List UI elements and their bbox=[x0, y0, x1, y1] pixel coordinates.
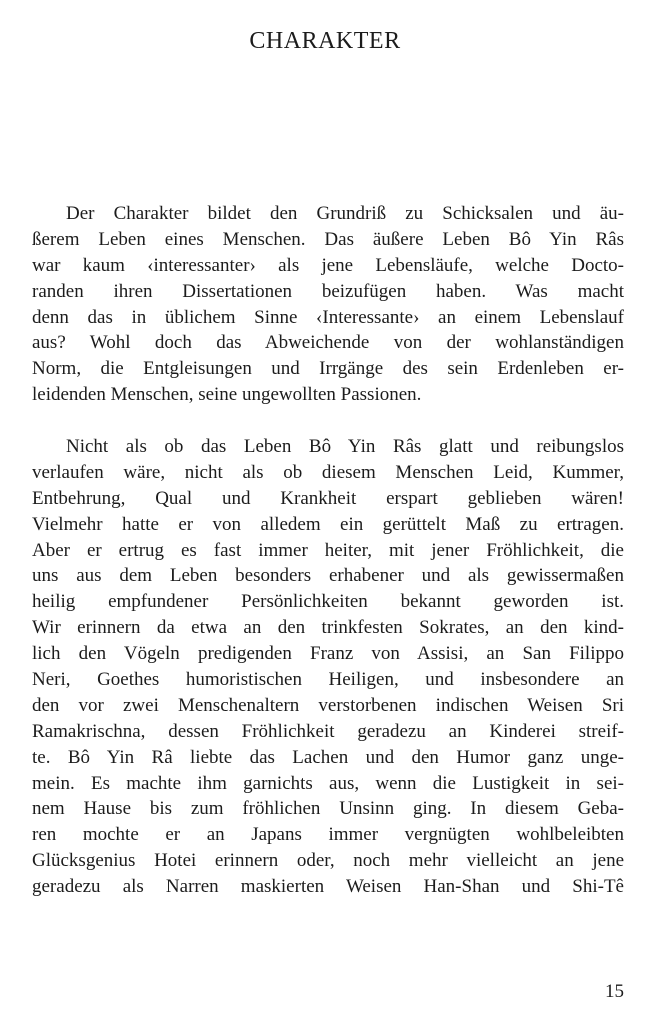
text-line: geradezu als Narren maskierten Weisen Han-Shan und Shi-Tê bbox=[32, 876, 624, 898]
text-line: Glücksgenius Hotei erinnern oder, noch mehr vielleicht an jene bbox=[32, 850, 624, 872]
text-line: ßerem Leben eines Menschen. Das äußere Leben Bô Yin Râs bbox=[32, 228, 624, 250]
text-line: Vielmehr hatte er von alledem ein gerüttelt Maß zu ertragen. bbox=[32, 513, 624, 535]
text-line: aus? Wohl doch das Abweichende von der wohlanständigen bbox=[32, 332, 624, 354]
text-line: Ramakrischna, dessen Fröhlichkeit geradezu an Kinderei streif- bbox=[32, 720, 624, 742]
text-line: den vor zwei Menschenaltern verstorbenen indischen Weisen Sri bbox=[32, 694, 624, 716]
text-line: Norm, die Entgleisungen und Irrgänge des sein Erdenleben er- bbox=[32, 358, 624, 380]
text-line: Aber er ertrug es fast immer heiter, mit jener Fröhlichkeit, die bbox=[32, 539, 624, 561]
text-line: verlaufen wäre, nicht als ob diesem Menschen Leid, Kummer, bbox=[32, 461, 624, 483]
page-title: CHARAKTER bbox=[249, 28, 401, 54]
text-line: Der Charakter bildet den Grundriß zu Schicksalen und äu- bbox=[66, 203, 624, 224]
text-line: war kaum ‹interessanter› als jene Lebensläufe, welche Docto- bbox=[32, 254, 624, 276]
text-line: Wir erinnern da etwa an den trinkfesten Sokrates, an den kind- bbox=[32, 617, 624, 639]
text-line: Entbehrung, Qual und Krankheit erspart geblieben wären! bbox=[32, 487, 624, 509]
text-line: mein. Es machte ihm garnichts aus, wenn die Lustigkeit in sei- bbox=[32, 772, 624, 794]
page-number: 15 bbox=[605, 981, 624, 1002]
paragraph-1 bbox=[32, 201, 624, 408]
text-line: Neri, Goethes humoristischen Heiligen, und insbesondere an bbox=[32, 669, 624, 691]
text-line: heilig empfundener Persönlichkeiten bekannt geworden ist. bbox=[32, 591, 624, 613]
text-line: randen ihren Dissertationen beizufügen haben. Was macht bbox=[32, 280, 624, 302]
text-line: leidenden Menschen, seine ungewollten Passionen. bbox=[32, 384, 422, 406]
paragraph-2 bbox=[32, 434, 624, 900]
text-line: lich den Vögeln predigenden Franz von Assisi, an San Filippo bbox=[32, 643, 624, 665]
text-line: te. Bô Yin Râ liebte das Lachen und den Humor ganz unge- bbox=[32, 746, 624, 768]
text-line: Nicht als ob das Leben Bô Yin Râs glatt und reibungslos bbox=[66, 436, 624, 457]
text-line: uns aus dem Leben besonders erhabener und als gewissermaßen bbox=[32, 565, 624, 587]
text-line: ren mochte er an Japans immer vergnügten wohlbeleibten bbox=[32, 824, 624, 846]
text-line: denn das in üblichem Sinne ‹Interessante› an einem Lebenslauf bbox=[32, 306, 624, 328]
text-line: nem Hause bis zum fröhlichen Unsinn ging. In diesem Geba- bbox=[32, 798, 624, 820]
